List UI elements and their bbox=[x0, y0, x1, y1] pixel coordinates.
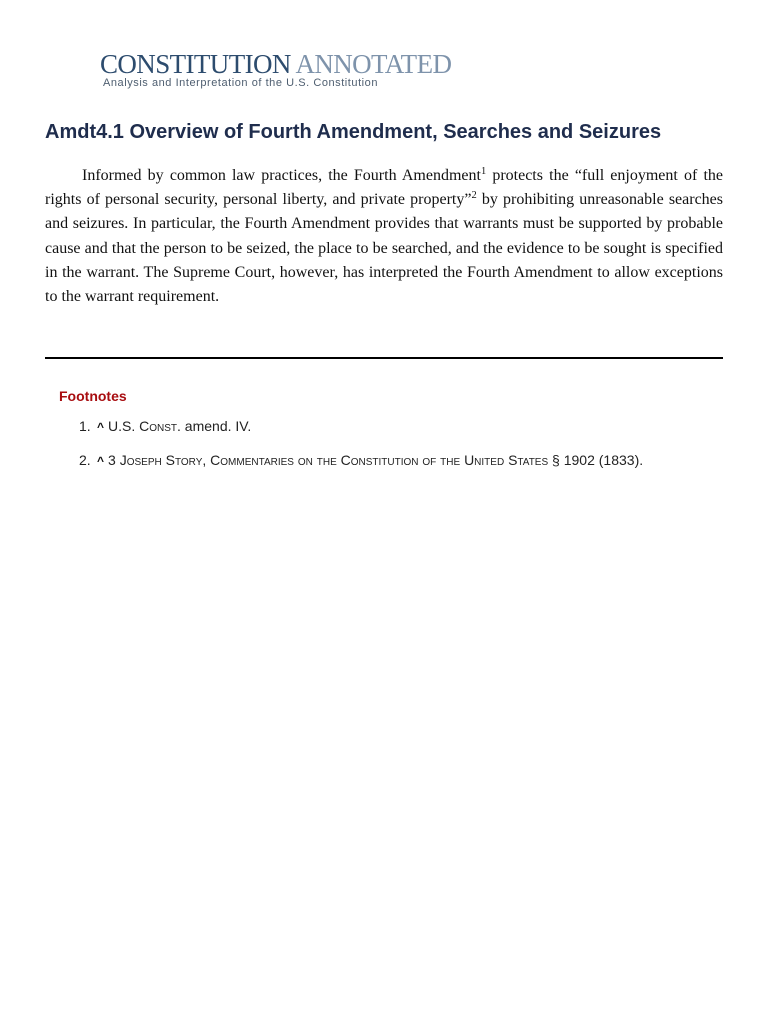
footnote-source: U.S. Const. bbox=[108, 418, 181, 434]
logo-wordmark bbox=[100, 50, 451, 78]
body-text-part-3: by prohibiting unreasonable searches and seizures. In particular, the Fourth Amendment provides that warrants must be supported by probable cause and that the person to be seized, the place to be searched, and the evidence to be sought is specified in the warrant. The Supreme Court, however, has interpreted the Fourth Amendment to allow exceptions to the warrant requirement. bbox=[45, 191, 724, 306]
footnote-ref-2[interactable]: 2 bbox=[471, 190, 477, 202]
logo-tagline: Analysis and Interpretation of the U.S. Constitution bbox=[103, 77, 379, 89]
footnote-separator: , bbox=[202, 452, 211, 468]
section-divider bbox=[45, 357, 723, 359]
footnote-text: amend. IV. bbox=[180, 418, 252, 434]
footnote-text: § 1902 (1833). bbox=[548, 452, 644, 468]
body-text-part-1: Informed by common law practices, the Fourth Amendment bbox=[82, 167, 481, 184]
footnotes-heading: Footnotes bbox=[59, 388, 127, 404]
footnote-volume: 3 bbox=[108, 452, 120, 468]
footnote-list bbox=[79, 416, 717, 484]
footnote-author: Joseph Story bbox=[119, 452, 203, 468]
footnote-work-title: Commentaries on the Constitution of the United States bbox=[210, 452, 549, 468]
footnote-item-2 bbox=[79, 450, 717, 472]
site-logo[interactable] bbox=[100, 50, 451, 89]
footnote-number: 1. bbox=[79, 418, 91, 434]
footnote-number: 2. bbox=[79, 452, 91, 468]
logo-word-annotated: ANNOTATED bbox=[295, 49, 452, 79]
caret-up-icon[interactable]: ^ bbox=[97, 420, 105, 434]
body-text-part-2: protects the “full enjoyment of the rights of personal security, personal liberty, and private property” bbox=[45, 167, 723, 209]
body-paragraph bbox=[45, 164, 723, 309]
footnote-item-1 bbox=[79, 416, 717, 438]
footnote-ref-1[interactable]: 1 bbox=[480, 166, 487, 177]
logo-word-constitution: CONSTITUTION bbox=[100, 49, 291, 79]
caret-up-icon[interactable]: ^ bbox=[97, 454, 105, 468]
page-title: Amdt4.1 Overview of Fourth Amendment, Searches and Seizures bbox=[45, 121, 662, 143]
